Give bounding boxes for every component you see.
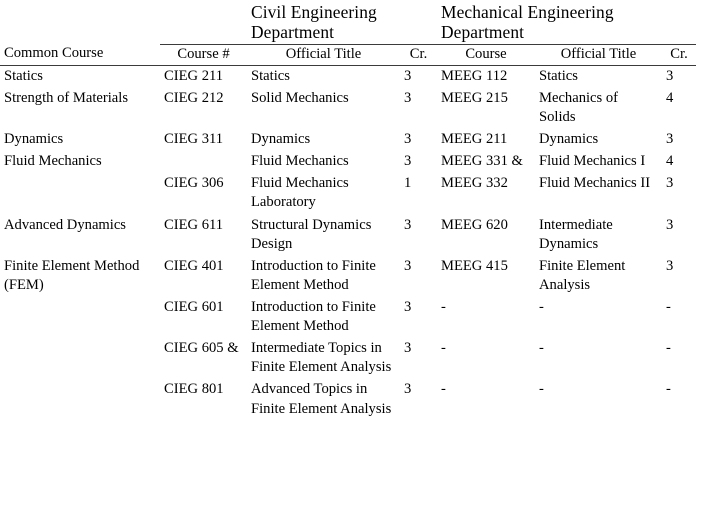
cell-meeg-number: - [441, 340, 446, 357]
department-header-mechanical-line2: Department [441, 22, 525, 43]
column-header-civil-official-title: Official Title [247, 44, 400, 65]
cell-meeg-title: Statics [539, 67, 578, 84]
cell-meeg-credits: 3 [666, 131, 674, 148]
corner-spine-left [160, 0, 247, 44]
cell-cieg-title: Introduction to Finite Element Method [251, 257, 376, 293]
cell-common-course: Finite Element Method (FEM) [4, 257, 140, 293]
cell-cieg-title: Fluid Mechanics [251, 153, 349, 170]
table-corner-blank [0, 0, 160, 44]
cell-common-course: Strength of Materials [4, 89, 129, 106]
cell-meeg-credits: 4 [666, 89, 674, 106]
cell-cieg-credits: 3 [404, 381, 412, 398]
cell-meeg-number: MEEG 331 & [441, 153, 523, 170]
column-header-civil-credits: Cr. [400, 44, 437, 65]
cell-cieg-credits: 3 [404, 299, 412, 316]
table-row [0, 65, 696, 88]
cell-meeg-title: Fluid Mechanics II [539, 175, 651, 192]
cell-meeg-number: MEEG 415 [441, 257, 508, 274]
column-header-mech-official-title: Official Title [535, 44, 662, 65]
cell-meeg-number: MEEG 620 [441, 216, 508, 233]
table-row [0, 151, 696, 173]
cell-meeg-number: MEEG 215 [441, 89, 508, 106]
cell-meeg-title: Fluid Mechanics I [539, 153, 646, 170]
cell-cieg-number: CIEG 311 [164, 131, 224, 148]
cell-cieg-number: CIEG 212 [164, 89, 224, 106]
cell-cieg-credits: 3 [404, 340, 412, 357]
cell-meeg-number: - [441, 299, 446, 316]
cell-cieg-credits: 3 [404, 131, 412, 148]
cell-cieg-title: Introduction to Finite Element Method [251, 299, 376, 335]
cell-cieg-number: CIEG 611 [164, 216, 224, 233]
department-header-civil-line1: Civil Engineering [251, 2, 377, 22]
department-header-civil-line2: Department [251, 22, 335, 43]
cell-common-course: Dynamics [4, 131, 64, 148]
cell-meeg-number: MEEG 211 [441, 131, 508, 148]
cell-meeg-credits: 4 [666, 153, 674, 170]
cell-meeg-credits: 3 [666, 216, 674, 233]
cell-cieg-title: Solid Mechanics [251, 89, 349, 106]
table-row [0, 215, 696, 256]
cell-cieg-credits: 1 [404, 175, 412, 192]
cell-meeg-credits: - [666, 299, 671, 316]
cell-cieg-number: CIEG 801 [164, 381, 224, 398]
column-header-civil-course-number: Course # [160, 44, 247, 65]
cell-meeg-number: MEEG 112 [441, 67, 508, 84]
cell-cieg-title: Structural Dynamics Design [251, 216, 372, 252]
cell-meeg-number: - [441, 381, 446, 398]
cell-meeg-title: - [539, 381, 544, 398]
cell-meeg-credits: - [666, 340, 671, 357]
department-header-mechanical [437, 0, 696, 44]
department-header-row [0, 0, 696, 44]
cell-meeg-title: Mechanics of Solids [539, 89, 619, 126]
table-row [0, 129, 696, 151]
cell-meeg-title: Intermediate Dynamics [539, 216, 613, 252]
cell-cieg-title: Statics [251, 67, 290, 84]
cell-meeg-title: Dynamics [539, 131, 599, 148]
cell-cieg-credits: 3 [404, 89, 412, 106]
table-row [0, 88, 696, 129]
cell-cieg-title: Dynamics [251, 131, 311, 148]
cell-cieg-number: CIEG 306 [164, 175, 224, 192]
cell-meeg-number: MEEG 332 [441, 175, 508, 192]
column-header-row [0, 44, 696, 65]
cell-meeg-credits: 3 [666, 67, 674, 84]
column-header-common-course: Common Course [0, 44, 160, 65]
cell-cieg-title: Intermediate Topics in Finite Element Analysis [251, 340, 392, 376]
column-header-mech-credits: Cr. [662, 44, 696, 65]
cell-common-course: Advanced Dynamics [4, 216, 126, 233]
cell-cieg-number: CIEG 401 [164, 257, 224, 274]
cell-cieg-title: Fluid Mechanics Laboratory [251, 175, 349, 211]
cell-cieg-number: CIEG 211 [164, 67, 224, 84]
cell-cieg-credits: 3 [404, 216, 412, 233]
cell-meeg-title: - [539, 299, 544, 316]
cell-cieg-credits: 3 [404, 257, 412, 274]
cell-cieg-number: CIEG 601 [164, 299, 224, 316]
department-header-mechanical-line1: Mechanical Engineering [441, 2, 614, 22]
cell-cieg-number: CIEG 605 & [164, 340, 239, 357]
cell-cieg-credits: 3 [404, 67, 412, 84]
cell-cieg-credits: 3 [404, 153, 412, 170]
cell-meeg-credits: 3 [666, 257, 674, 274]
cell-cieg-number [160, 151, 247, 173]
cell-meeg-credits: 3 [666, 175, 674, 192]
table-row [0, 256, 696, 297]
cell-common-course: Statics [4, 67, 43, 84]
cell-meeg-title: - [539, 340, 544, 357]
cell-cieg-title: Advanced Topics in Finite Element Analysis [251, 381, 392, 417]
cell-meeg-title: Finite Element Analysis [539, 257, 626, 293]
cell-common-course: Fluid Mechanics [4, 153, 102, 170]
cell-meeg-credits: - [666, 381, 671, 398]
department-header-civil [247, 0, 437, 44]
column-header-mech-course: Course [437, 44, 535, 65]
